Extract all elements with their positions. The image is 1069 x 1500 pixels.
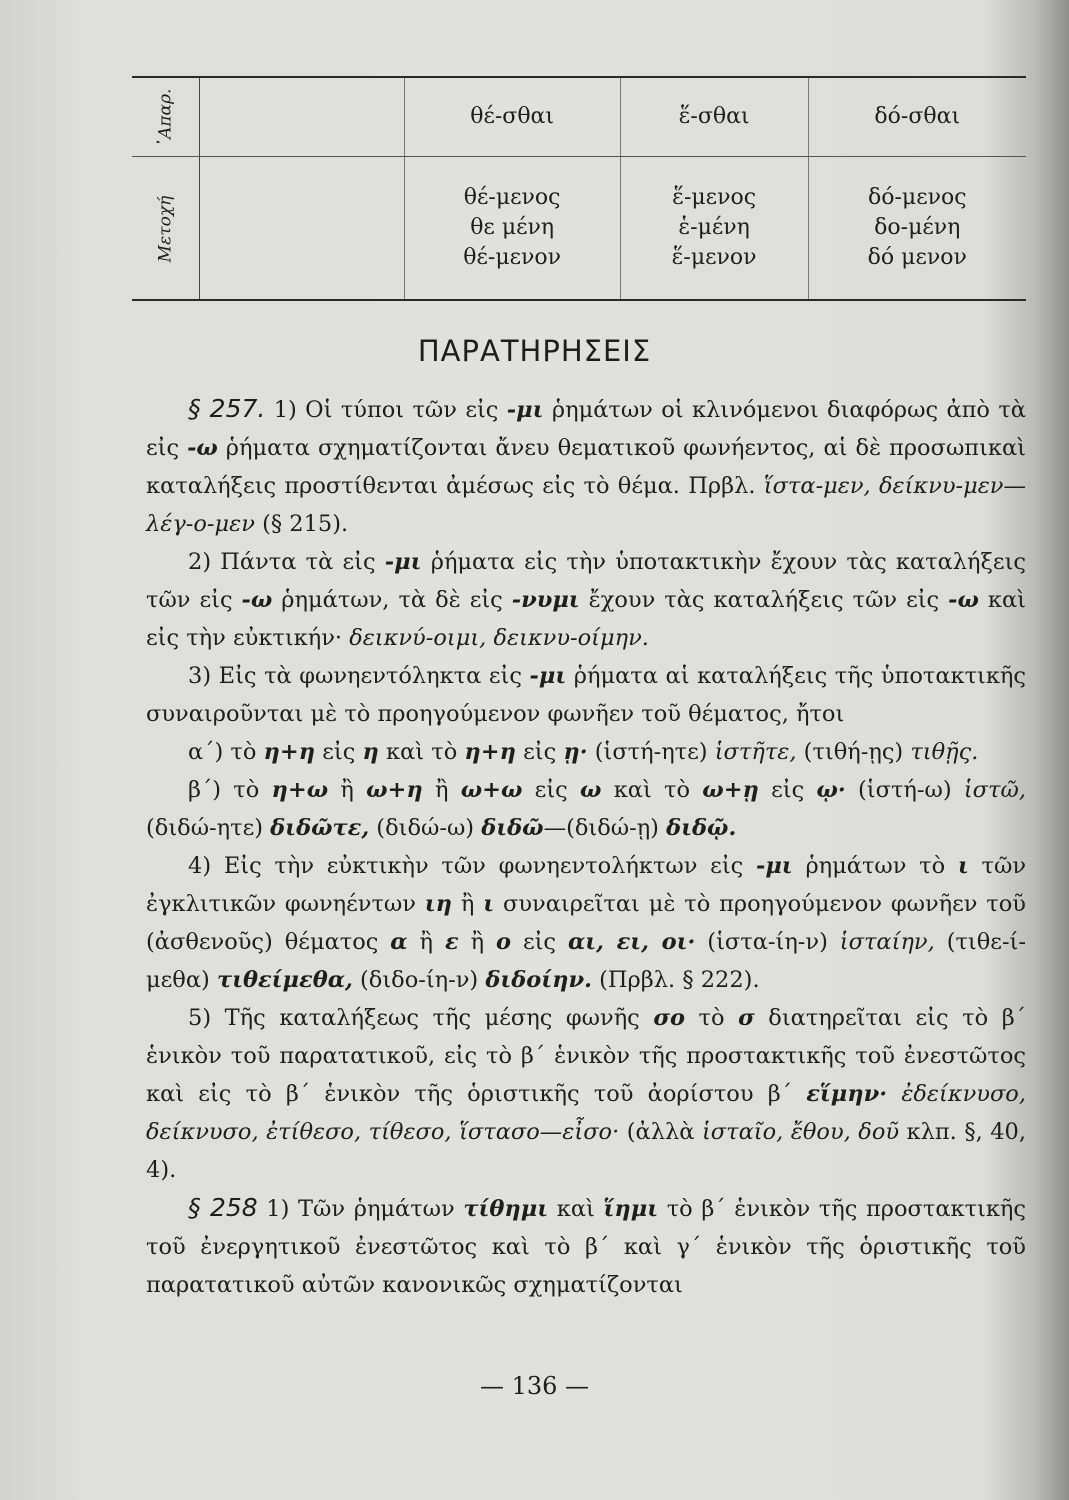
conjugation-table — [132, 76, 1026, 301]
table-cell: δό-σθαι — [808, 77, 1026, 157]
table-cell: δό-μενος δο-μένη δό μενον — [867, 185, 967, 270]
paragraph-257-2: 2) Πάντα τὰ εἰς -μι ῥήματα εἰς τὴν ὑποτακτικὴν ἔχουν τὰς καταλήξεις τῶν εἰς -ω ῥημάτων, τὰ δὲ εἰς -νυμι ἔχουν τὰς καταλήξεις τῶν εἰς -ω καὶ εἰς τὴν εὐκτικήν· δεικνύ-οιμι, δεικνυ-οίμην. — [146, 549, 1026, 651]
row-label: Μετοχή — [132, 157, 199, 301]
row-label: ᾿Απαρ. — [132, 77, 199, 157]
paragraph-257-4: 4) Εἰς τὴν εὐκτικὴν τῶν φωνηεντολήκτων εἰς -μι ῥημάτων τὸ ι τῶν ἐγκλιτικῶν φωνηέντων ιη ἢ ι συναιρεῖται μὲ τὸ προηγούμενον φωνῆεν τοῦ (ἀσθενοῦς) θέματος α ἢ ε ἢ ο εἰς αι, ει, οι· (ἱστα-ίη-ν) ἱσταίην, (τιθε-ί-μεθα) τιθείμεθα, (διδο-ίη-ν) διδοίην. (Πρβλ. § 222). — [146, 853, 1027, 993]
paragraph-257-5: 5) Τῆς καταλήξεως τῆς μέσης φωνῆς σο τὸ σ διατηρεῖται εἰς τὸ β΄ ἑνικὸν τοῦ παρατατικοῦ, εἰς τὸ β΄ ἑνικὸν τῆς προστακτικῆς τοῦ ἐνεστῶτος καὶ εἰς τὸ β΄ ἑνικὸν τῆς ὁριστικῆς τοῦ ἀορίστου β΄ εἵμην· ἐδείκνυσο, δείκνυσο, ἐτίθεσο, τίθεσο, ἵστασο—εἶσο· (ἀλλὰ ἱσταῖο, ἔθου, δοῦ κλπ. §, 40, 4). — [146, 1005, 1027, 1183]
table-cell: ἕ-σθαι — [620, 77, 808, 157]
table-row — [132, 77, 1026, 157]
section-heading: ΠΑΡΑΤΗΡΗΣΕΙΣ — [417, 334, 652, 368]
paragraph-257-3b: β΄) τὸ η+ω ἢ ω+η ἢ ω+ω εἰς ω καὶ τὸ ω+ῃ εἰς ῳ· (ἱστή-ω) ἱστῶ, (διδώ-ητε) διδῶτε, (διδώ-ω) διδῶ—(διδώ-ῃ) διδῷ. — [146, 777, 1026, 841]
table-cell: θέ-σθαι — [404, 77, 620, 157]
paragraph-257-3a: α΄) τὸ η+η εἰς η καὶ τὸ η+η εἰς ῃ· (ἱστή-ητε) ἱστῆτε, (τιθή-ῃς) τιθῇς. — [188, 739, 979, 765]
paragraph-257-1: § 257. 1) Οἱ τύποι τῶν εἰς -μι ῥημάτων οἱ κλινόμενοι διαφόρως ἀπὸ τὰ εἰς -ω ῥήματα σχηματίζονται ἄνευ θεματικοῦ φωνήεντος, αἱ δὲ προσωπικαὶ καταλήξεις προστίθενται ἀμέσως εἰς τὸ θέμα. Πρβλ. ἵστα-μεν, δείκνυ-μεν—λέγ-ο-μεν (§ 215). — [146, 394, 1026, 537]
paragraph-258-1: § 258 1) Τῶν ῥημάτων τίθημι καὶ ἵημι τὸ β΄ ἑνικὸν τῆς προστακτικῆς τοῦ ἐνεργητικοῦ ἐνεστῶτος καὶ τὸ β΄ καὶ γ΄ ἑνικὸν τῆς ὁριστικῆς τοῦ παρατατικοῦ αὐτῶν κανονικῶς σχηματίζονται — [146, 1193, 1026, 1298]
body-text — [146, 390, 1026, 1304]
paragraph-257-3: 3) Εἰς τὰ φωνηεντόληκτα εἰς -μι ῥήματα αἱ καταλήξεις τῆς ὑποτακτικῆς συναιροῦνται μὲ τὸ προηγούμενον φωνῆεν τοῦ θέματος, ἤτοι — [146, 663, 1026, 727]
table-row — [132, 157, 1026, 301]
page-number: — 136 — — [479, 1372, 590, 1400]
table-cell: θέ-μενος θε μένη θέ-μενον — [404, 157, 620, 301]
table-cell: ἕ-μενος ἑ-μένη ἕ-μενον — [620, 157, 808, 301]
